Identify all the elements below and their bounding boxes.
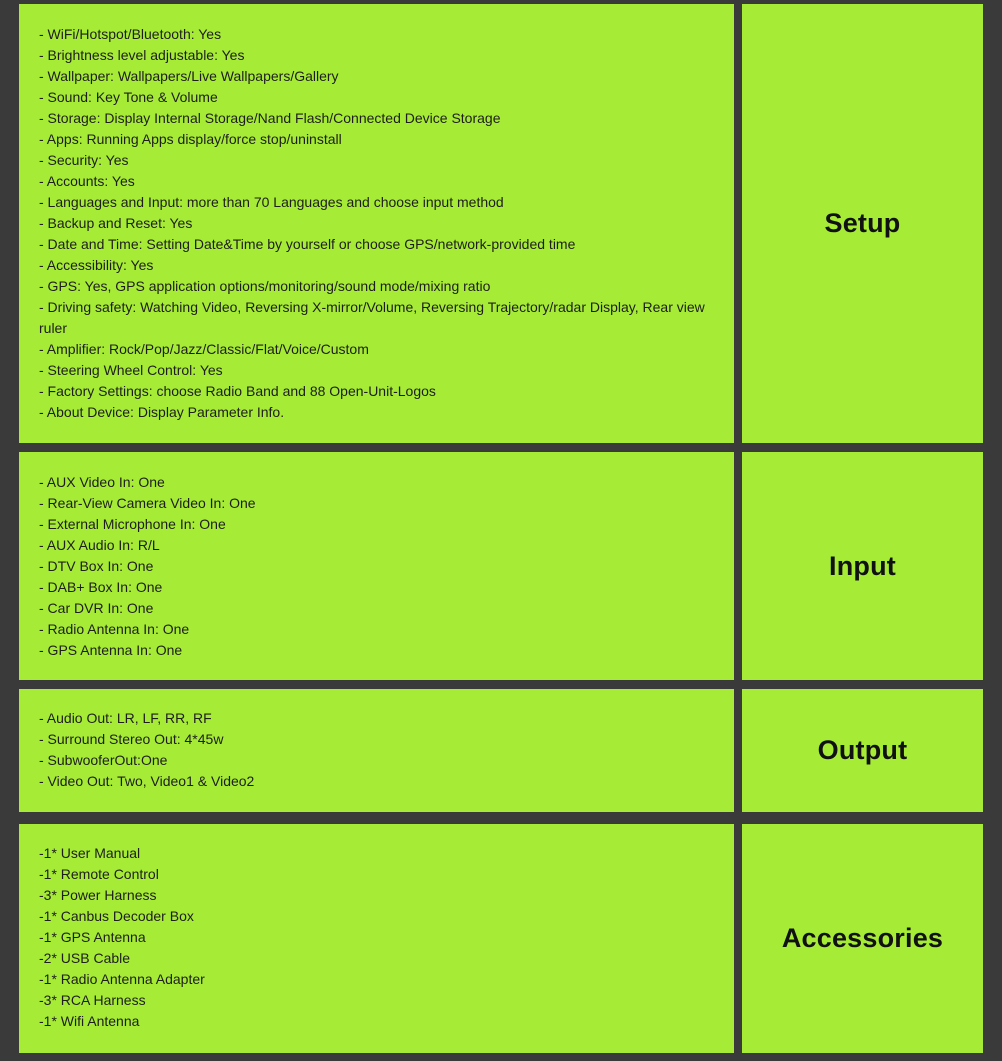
setup-line: - Backup and Reset: Yes [39,215,193,231]
setup-line: - Factory Settings: choose Radio Band and 88 Open-Unit-Logos [39,383,436,399]
accessories-line: -2* USB Cable [39,950,131,966]
input-line: - AUX Video In: One [39,474,165,490]
setup-line: - WiFi/Hotspot/Bluetooth: Yes [39,26,222,42]
setup-line: - Amplifier: Rock/Pop/Jazz/Classic/Flat/Voice/Custom [39,341,369,357]
accessories-line: -1* Remote Control [39,866,159,882]
input-line: - GPS Antenna In: One [39,642,183,658]
setup-line: - About Device: Display Parameter Info. [39,404,285,420]
setup-details [19,4,734,443]
output-line: - Video Out: Two, Video1 & Video2 [39,773,255,789]
setup-heading: Setup [824,208,901,238]
setup-line: - Wallpaper: Wallpapers/Live Wallpapers/Gallery [39,68,339,84]
accessories-line: -1* Wifi Antenna [39,1013,140,1029]
input-line: - Car DVR In: One [39,600,154,616]
setup-line: - Security: Yes [39,152,129,168]
setup-line: - GPS: Yes, GPS application options/monitoring/sound mode/mixing ratio [39,278,491,294]
input-line: - Rear-View Camera Video In: One [39,495,256,511]
setup-line: - Accounts: Yes [39,173,135,189]
setup-line: - Brightness level adjustable: Yes [39,47,245,63]
input-heading-cell [742,452,983,680]
output-heading-cell [742,689,983,812]
input-line: - External Microphone In: One [39,516,226,532]
setup-line: - Sound: Key Tone & Volume [39,89,218,105]
input-line: - AUX Audio In: R/L [39,537,160,553]
input-details [19,452,734,680]
accessories-line: -1* Canbus Decoder Box [39,908,194,924]
input-line: - Radio Antenna In: One [39,621,190,637]
setup-heading-cell [742,4,983,443]
input-heading: Input [829,550,896,581]
accessories-line: -3* RCA Harness [39,992,146,1008]
output-heading: Output [817,735,908,765]
input-line: - DTV Box In: One [39,558,154,574]
output-line: - Surround Stereo Out: 4*45w [39,731,224,747]
setup-line: - Storage: Display Internal Storage/Nand Flash/Connected Device Storage [39,110,501,126]
setup-line: - Steering Wheel Control: Yes [39,362,223,378]
accessories-heading-cell [742,824,983,1053]
setup-line: - Date and Time: Setting Date&Time by yourself or choose GPS/network-provided time [39,236,576,252]
output-line: - Audio Out: LR, LF, RR, RF [39,710,212,726]
setup-line: - Accessibility: Yes [39,257,154,273]
accessories-line: -3* Power Harness [39,887,157,903]
output-line: - SubwooferOut:One [39,752,168,768]
setup-line: - Driving safety: Watching Video, Reversing X-mirror/Volume, Reversing Trajectory/radar Display, Rear view ruler [39,299,705,336]
accessories-line: -1* User Manual [39,845,141,861]
accessories-line: -1* GPS Antenna [39,929,146,945]
accessories-details [19,824,734,1053]
accessories-line: -1* Radio Antenna Adapter [39,971,205,987]
setup-line: - Languages and Input: more than 70 Languages and choose input method [39,194,504,210]
input-line: - DAB+ Box In: One [39,579,163,595]
accessories-heading: Accessories [781,923,944,953]
setup-line: - Apps: Running Apps display/force stop/uninstall [39,131,342,147]
output-details [19,689,734,812]
